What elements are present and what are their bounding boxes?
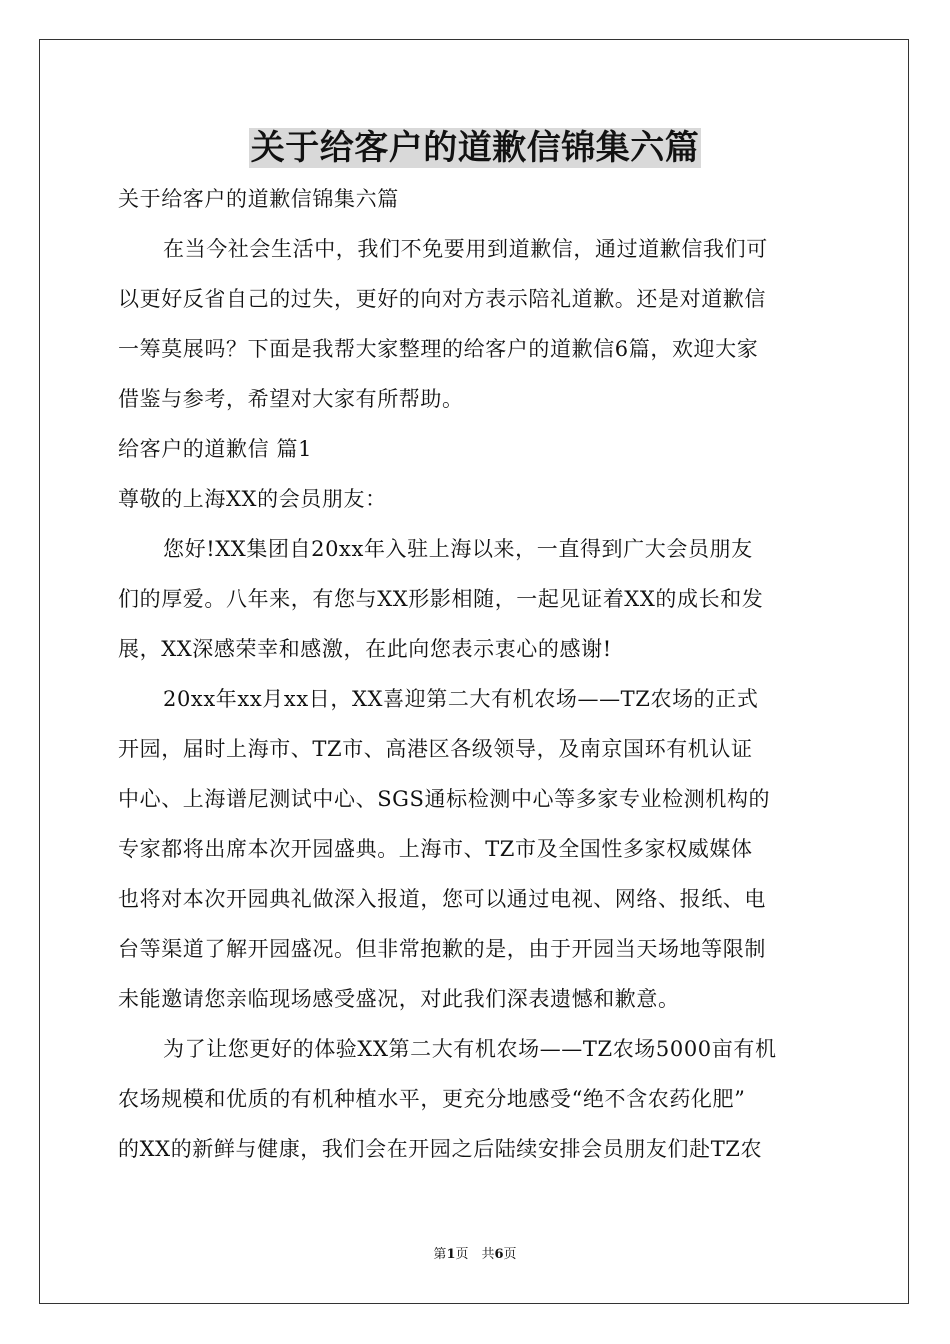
footer-mid: 页 共 xyxy=(455,1247,495,1262)
paragraph-line: 的XX的新鲜与健康，我们会在开园之后陆续安排会员朋友们赴TZ农 xyxy=(118,1137,763,1161)
page-footer xyxy=(0,1246,950,1264)
paragraph-line: 开园，届时上海市、TZ市、高港区各级领导，及南京国环有机认证 xyxy=(118,737,753,761)
section-heading: 给客户的道歉信 篇1 xyxy=(118,437,313,461)
paragraph-line: 您好!XX集团自20xx年入驻上海以来，一直得到广大会员朋友 xyxy=(163,537,753,561)
page-border xyxy=(39,39,909,1304)
total-page-number: 6 xyxy=(494,1247,504,1262)
salutation: 尊敬的上海XX的会员朋友： xyxy=(118,487,387,511)
paragraph-line: 专家都将出席本次开园盛典。上海市、TZ市及全国性多家权威媒体 xyxy=(118,837,753,861)
paragraph-line: 农场规模和优质的有机种植水平，更充分地感受“绝不含农药化肥” xyxy=(118,1087,746,1111)
paragraph-line: 展，XX深感荣幸和感激，在此向您表示衷心的感谢! xyxy=(118,637,612,661)
paragraph-line: 为了让您更好的体验XX第二大有机农场——TZ农场5000亩有机 xyxy=(163,1037,777,1061)
document-title: 关于给客户的道歉信锦集六篇 xyxy=(250,128,700,168)
title-container xyxy=(0,128,950,168)
paragraph-line: 借鉴与参考，希望对大家有所帮助。 xyxy=(118,387,464,411)
paragraph-line: 在当今社会生活中，我们不免要用到道歉信，通过道歉信我们可 xyxy=(163,237,768,261)
paragraph-line: 们的厚爱。八年来，有您与XX形影相随，一起见证着XX的成长和发 xyxy=(118,587,764,611)
paragraph-line: 台等渠道了解开园盛况。但非常抱歉的是，由于开园当天场地等限制 xyxy=(118,937,766,961)
document-subtitle: 关于给客户的道歉信锦集六篇 xyxy=(118,187,399,211)
footer-prefix: 第 xyxy=(433,1247,447,1262)
footer-suffix: 页 xyxy=(503,1247,517,1262)
paragraph-line: 20xx年xx月xx日，XX喜迎第二大有机农场——TZ农场的正式 xyxy=(163,687,759,711)
paragraph-line: 未能邀请您亲临现场感受盛况，对此我们深表遗憾和歉意。 xyxy=(118,987,680,1011)
paragraph-line: 也将对本次开园典礼做深入报道，您可以通过电视、网络、报纸、电 xyxy=(118,887,766,911)
current-page-number: 1 xyxy=(446,1247,456,1262)
paragraph-line: 中心、上海谱尼测试中心、SGS通标检测中心等多家专业检测机构的 xyxy=(118,787,771,811)
paragraph-line: 一筹莫展吗？下面是我帮大家整理的给客户的道歉信6篇，欢迎大家 xyxy=(118,337,759,361)
paragraph-line: 以更好反省自己的过失，更好的向对方表示陪礼道歉。还是对道歉信 xyxy=(118,287,766,311)
